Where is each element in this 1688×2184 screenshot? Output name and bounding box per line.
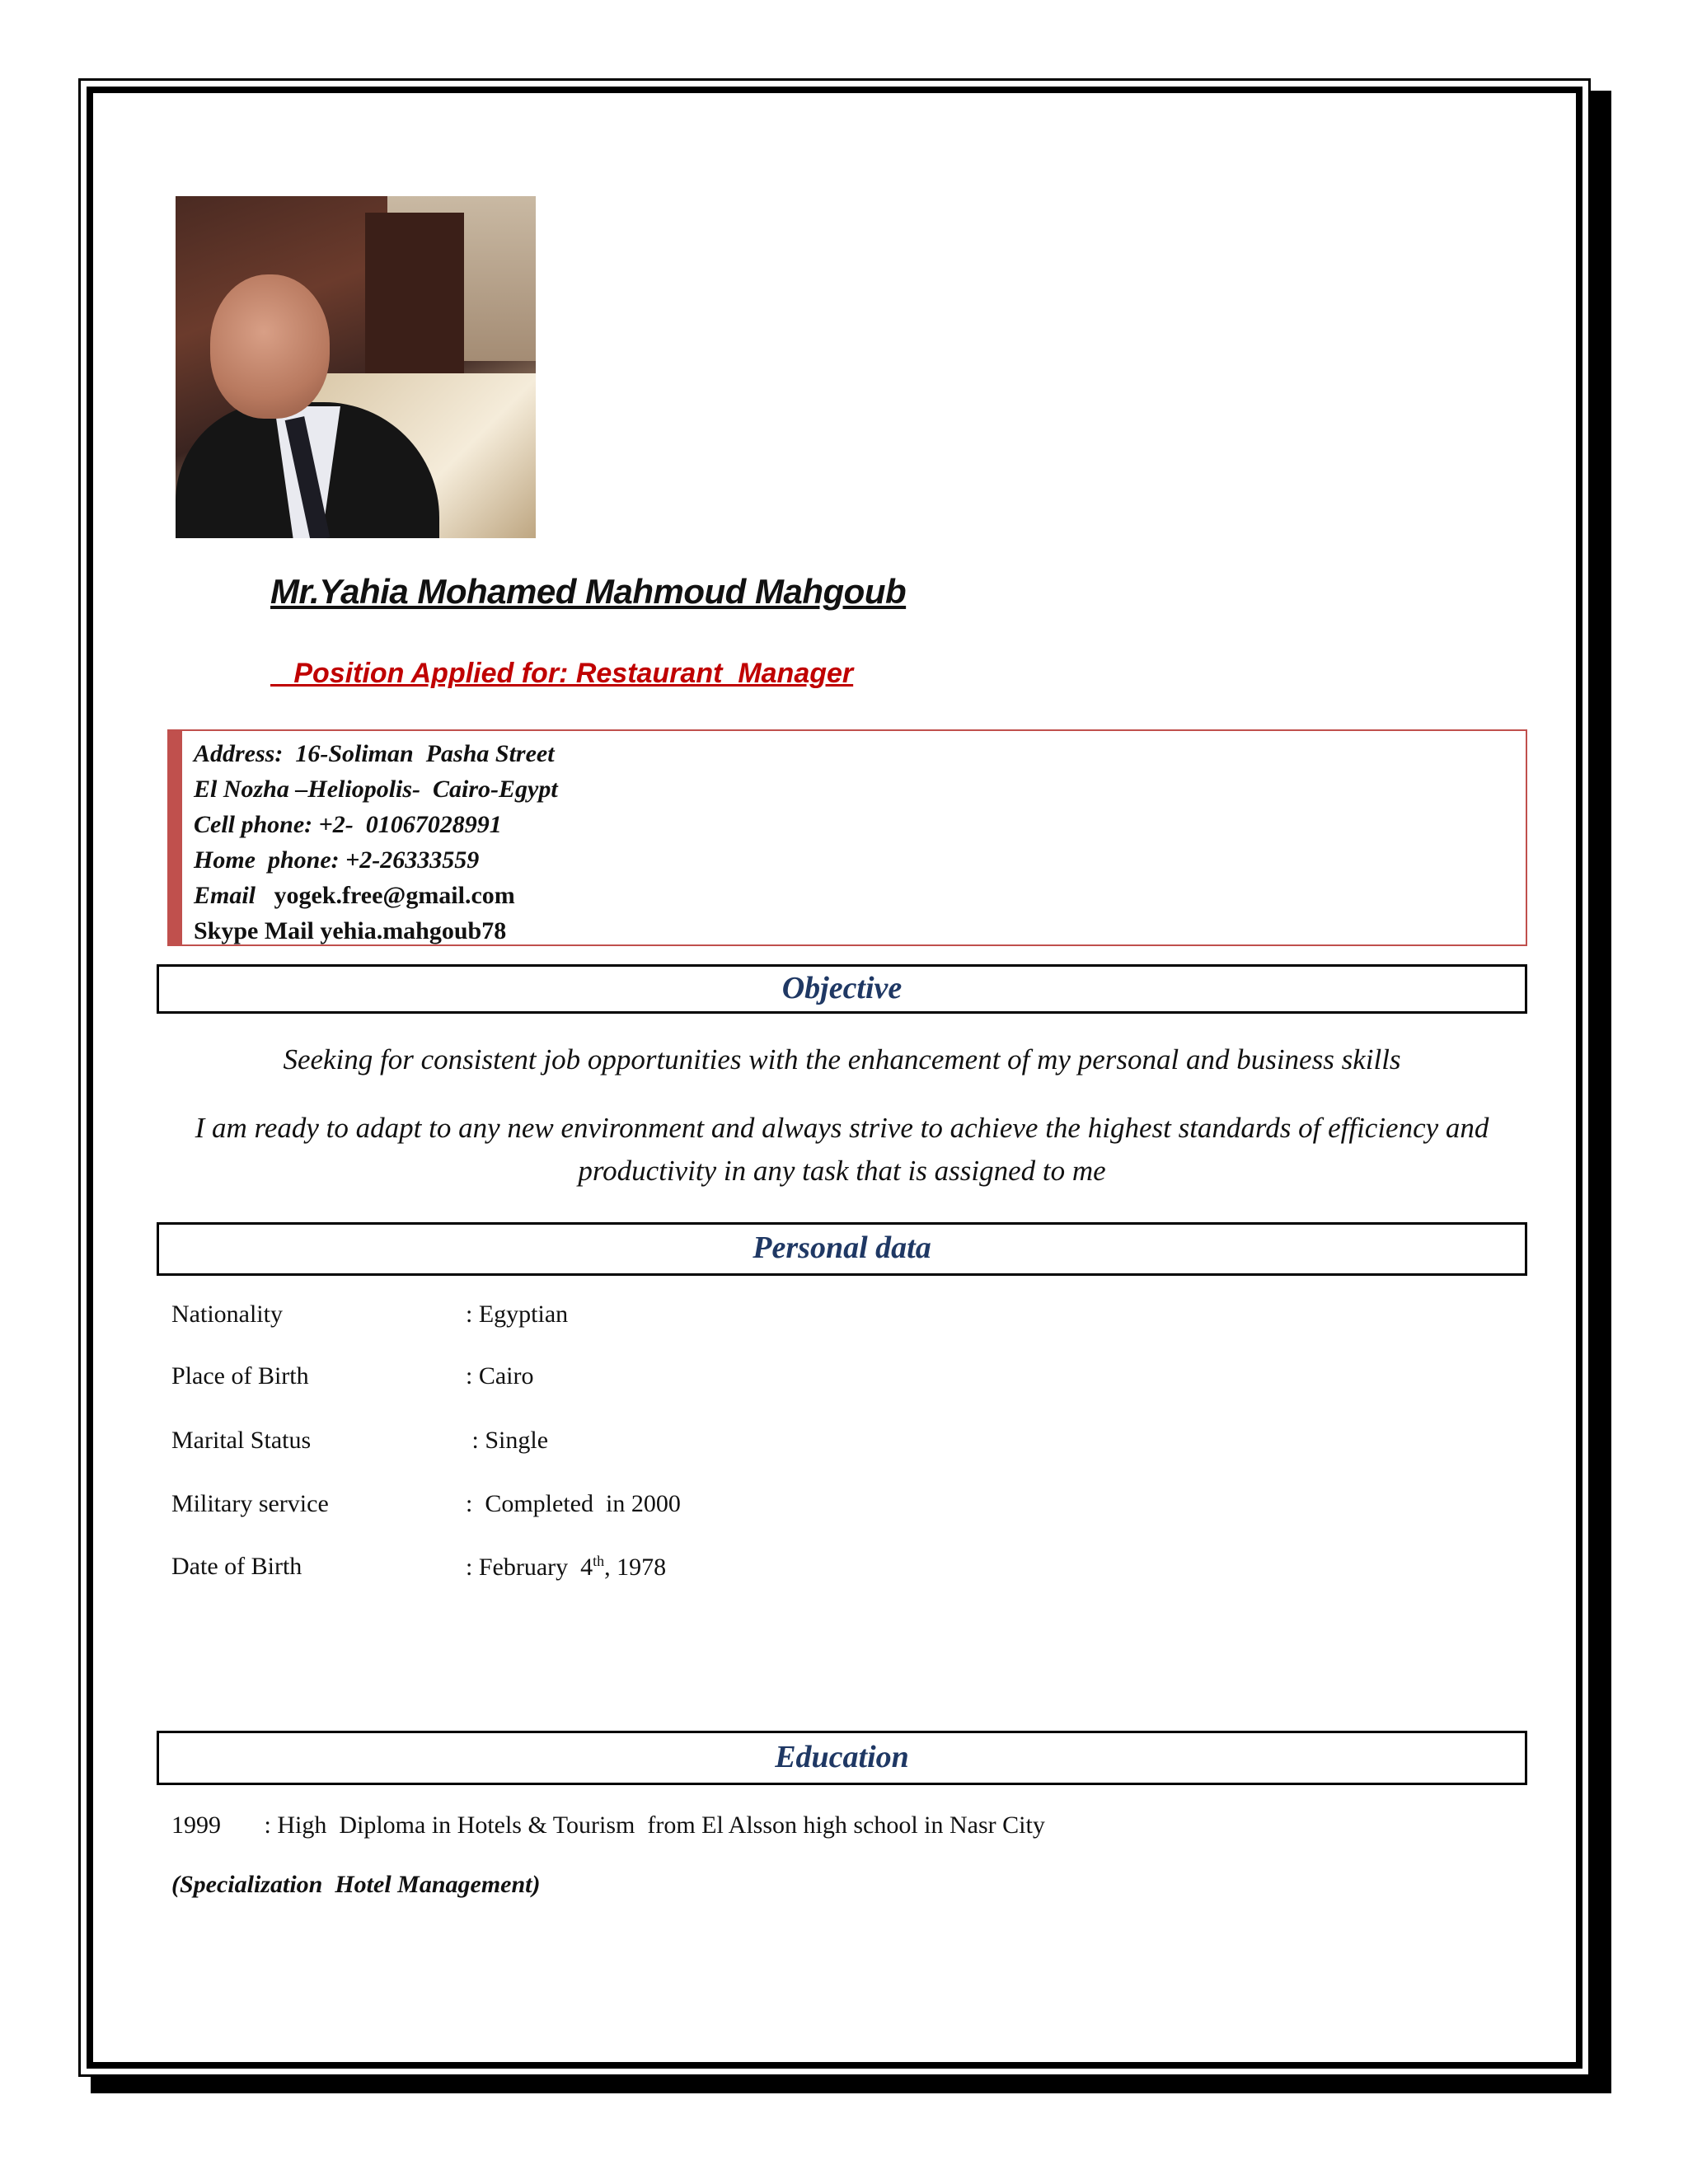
candidate-name: Mr.Yahia Mohamed Mahmoud Mahgoub (270, 572, 907, 611)
marital-label: Marital Status (171, 1427, 312, 1454)
dob-value-ordinal: th (593, 1553, 605, 1569)
birthplace-label: Place of Birth (171, 1362, 309, 1390)
email-value: yogek.free@gmail.com (256, 882, 515, 909)
position-applied: Position Applied for: Restaurant Manager (270, 658, 854, 689)
dob-value-year: , 1978 (604, 1554, 667, 1581)
objective-line-1: Seeking for consistent job opportunities with the enhancement of my personal and business skills (283, 1043, 1401, 1076)
objective-line-2: I am ready to adapt to any new environment and always strive to achieve the highest standards of efficiency and productivity in any task that is assigned to me (195, 1112, 1489, 1187)
email-line (194, 878, 1526, 913)
profile-photo (176, 196, 536, 538)
military-label: Military service (171, 1490, 329, 1517)
nationality-label: Nationality (171, 1301, 283, 1328)
education-entry: 1999 : High Diploma in Hotels & Tourism from El Alsson high school in Nasr City (171, 1811, 1045, 1839)
photo-head (210, 274, 330, 419)
cell-phone: Cell phone: +2- 01067028991 (194, 811, 502, 838)
email-label: Email (194, 882, 256, 909)
address-line-1: Address: 16-Soliman Pasha Street (194, 740, 555, 767)
home-phone: Home phone: +2-26333559 (194, 846, 480, 874)
photo-background-door (365, 213, 464, 377)
military-value: : Completed in 2000 (466, 1490, 681, 1517)
skype-line: Skype Mail yehia.mahgoub78 (194, 917, 507, 944)
dob-value (466, 1553, 666, 1582)
section-objective-header: Objective (157, 964, 1527, 1014)
section-education-header: Education (157, 1731, 1527, 1785)
dob-label: Date of Birth (171, 1553, 302, 1580)
marital-value: : Single (466, 1427, 549, 1454)
education-specialization: (Specialization Hotel Management) (171, 1871, 541, 1898)
address-line-2: El Nozha –Heliopolis- Cairo-Egypt (194, 776, 558, 803)
section-personal-header: Personal data (157, 1222, 1527, 1276)
contact-box (167, 729, 1527, 946)
dob-value-main: : February 4 (466, 1554, 593, 1581)
birthplace-value: : Cairo (466, 1362, 534, 1390)
nationality-value: : Egyptian (466, 1301, 569, 1328)
